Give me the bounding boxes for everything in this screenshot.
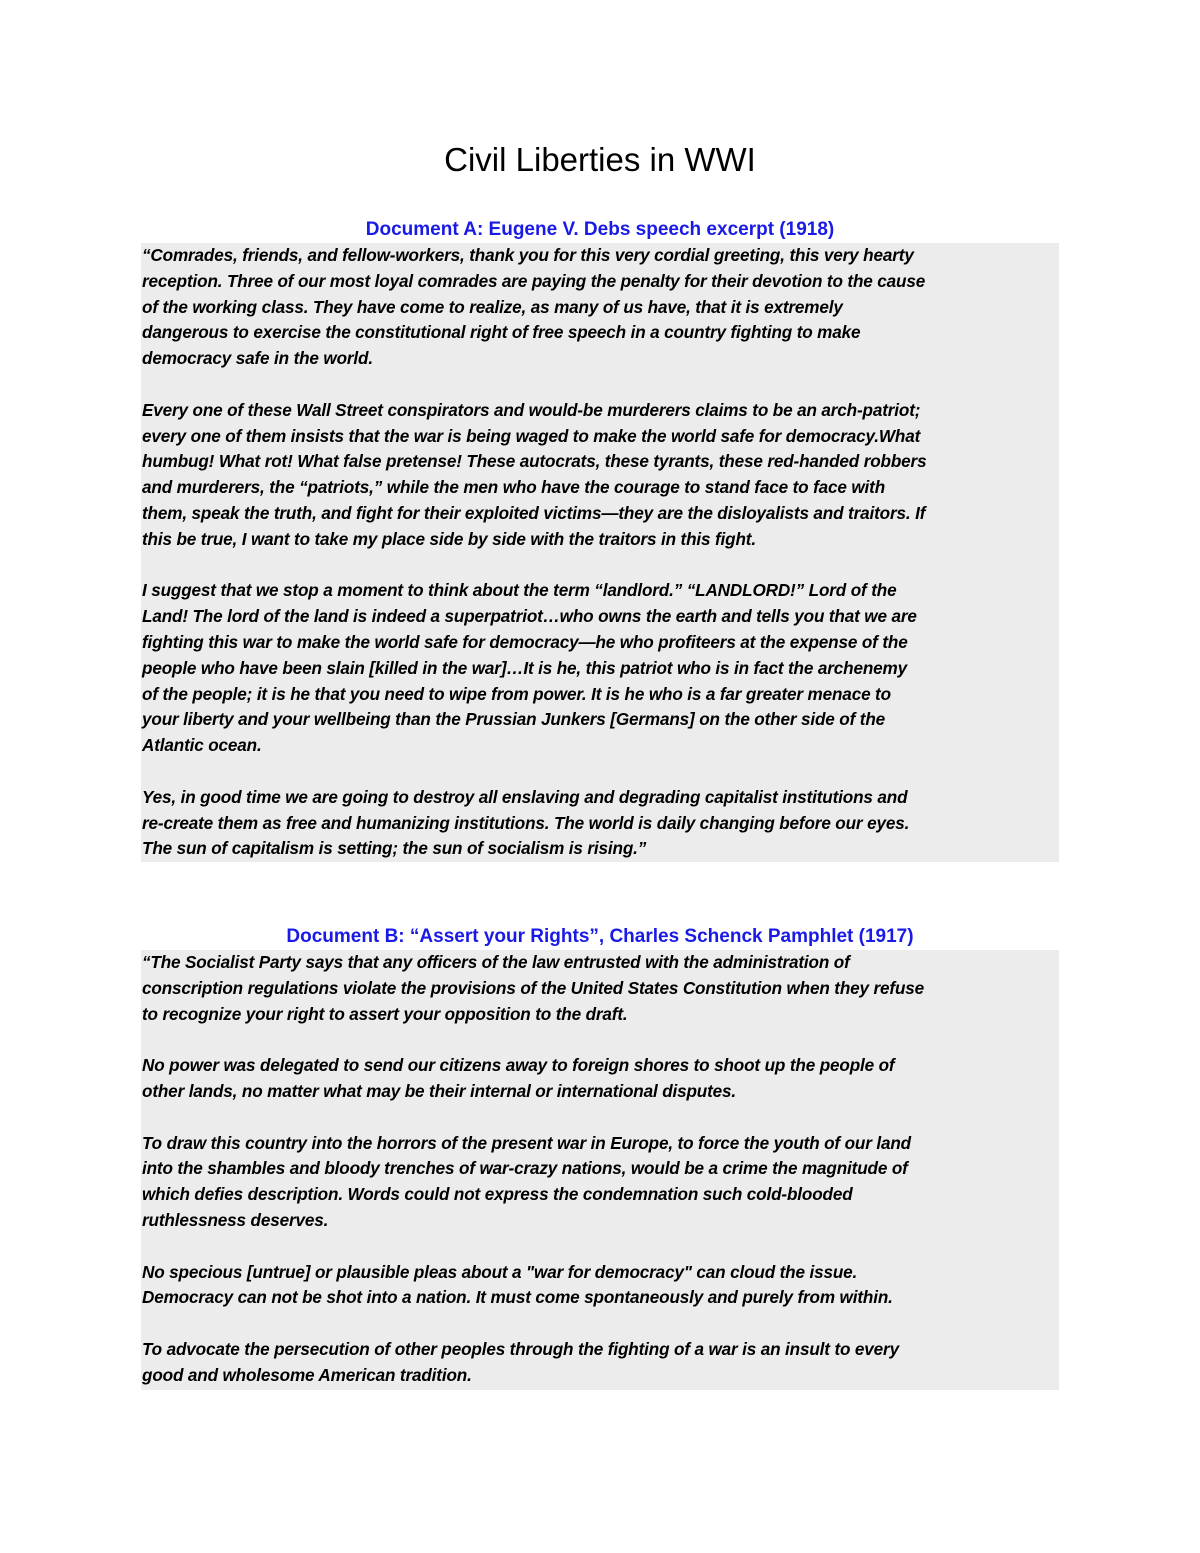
excerpt-line: Atlantic ocean.: [142, 735, 262, 756]
excerpt-line: fighting this war to make the world safe for democracy—he who profiteers at the expense of the: [142, 631, 908, 652]
document-b-heading: Document B: “Assert your Rights”, Charles Schenck Pamphlet (1917): [286, 926, 914, 947]
excerpt-paragraph: [142, 398, 1059, 553]
excerpt-line: humbug! What rot! What false pretense! These autocrats, these tyrants, these red-handed robbers: [142, 451, 927, 472]
excerpt-line: democracy safe in the world.: [142, 348, 373, 369]
excerpt-paragraph: [142, 578, 1059, 759]
excerpt-paragraph: [142, 1337, 1059, 1389]
excerpt-line: them, speak the truth, and fight for their exploited victims—they are the disloyalists and traitors. If: [142, 502, 926, 523]
document-b-excerpt: [141, 950, 1059, 1390]
excerpt-line: Democracy can not be shot into a nation. It must come spontaneously and purely from within.: [142, 1287, 893, 1308]
excerpt-paragraph: [142, 1053, 1059, 1105]
excerpt-line: and murderers, the “patriots,” while the men who have the courage to stand face to face with: [142, 477, 886, 498]
excerpt-line: “Comrades, friends, and fellow-workers, thank you for this very cordial greeting, this very hearty: [142, 245, 914, 265]
excerpt-line: this be true, I want to take my place side by side with the traitors in this fight.: [142, 528, 756, 549]
excerpt-paragraph: [142, 243, 1059, 372]
excerpt-line: re-create them as free and humanizing institutions. The world is daily changing before our eyes.: [142, 812, 910, 833]
excerpt-line: reception. Three of our most loyal comrades are paying the penalty for their devotion to the cause: [142, 270, 926, 291]
excerpt-line: No specious [untrue] or plausible pleas about a "war for democracy" can cloud the issue.: [142, 1261, 858, 1282]
excerpt-line: I suggest that we stop a moment to think about the term “landlord.” “LANDLORD!” Lord of the: [142, 580, 897, 601]
excerpt-line: No power was delegated to send our citizens away to foreign shores to shoot up the people of: [142, 1055, 895, 1076]
excerpt-line: The sun of capitalism is setting; the sun of socialism is rising.”: [142, 838, 647, 859]
excerpt-line: To advocate the persecution of other peoples through the fighting of a war is an insult to every: [142, 1338, 899, 1359]
excerpt-line: to recognize your right to assert your opposition to the draft.: [142, 1003, 628, 1024]
page-title: Civil Liberties in WWI: [444, 141, 756, 178]
excerpt-line: of the working class. They have come to realize, as many of us have, that it is extremely: [142, 296, 843, 317]
excerpt-line: of the people; it is he that you need to wipe from power. It is he who is a far greater menace to: [142, 683, 891, 704]
document-a-excerpt: [141, 243, 1059, 862]
excerpt-paragraph: [142, 1131, 1059, 1234]
excerpt-line: Yes, in good time we are going to destroy all enslaving and degrading capitalist institutions and: [142, 786, 908, 807]
document-a-heading: Document A: Eugene V. Debs speech excerpt (1918): [365, 219, 835, 240]
excerpt-line: ruthlessness deserves.: [142, 1209, 329, 1230]
excerpt-line: other lands, no matter what may be their internal or international disputes.: [142, 1080, 737, 1101]
excerpt-line: conscription regulations violate the provisions of the United States Constitution when they refuse: [142, 977, 925, 998]
excerpt-line: Every one of these Wall Street conspirators and would-be murderers claims to be an arch-patriot;: [142, 399, 921, 420]
excerpt-paragraph: [142, 785, 1059, 862]
excerpt-paragraph: [142, 950, 1059, 1027]
excerpt-line: Land! The lord of the land is indeed a superpatriot…who owns the earth and tells you that we are: [142, 606, 917, 627]
excerpt-line: every one of them insists that the war is being waged to make the world safe for democracy.What: [142, 425, 921, 446]
excerpt-line: into the shambles and bloody trenches of war-crazy nations, would be a crime the magnitude of: [142, 1158, 908, 1179]
excerpt-line: your liberty and your wellbeing than the Prussian Junkers [Germans] on the other side of the: [142, 709, 886, 730]
excerpt-line: which defies description. Words could not express the condemnation such cold-blooded: [142, 1184, 853, 1205]
excerpt-line: “The Socialist Party says that any officers of the law entrusted with the administration of: [142, 952, 850, 972]
excerpt-line: people who have been slain [killed in the war]…It is he, this patriot who is in fact the archenemy: [142, 657, 907, 678]
excerpt-paragraph: [142, 1260, 1059, 1312]
excerpt-line: To draw this country into the horrors of the present war in Europe, to force the youth of our land: [142, 1132, 911, 1153]
excerpt-line: dangerous to exercise the constitutional right of free speech in a country fighting to make: [142, 322, 861, 343]
excerpt-line: good and wholesome American tradition.: [142, 1364, 472, 1385]
